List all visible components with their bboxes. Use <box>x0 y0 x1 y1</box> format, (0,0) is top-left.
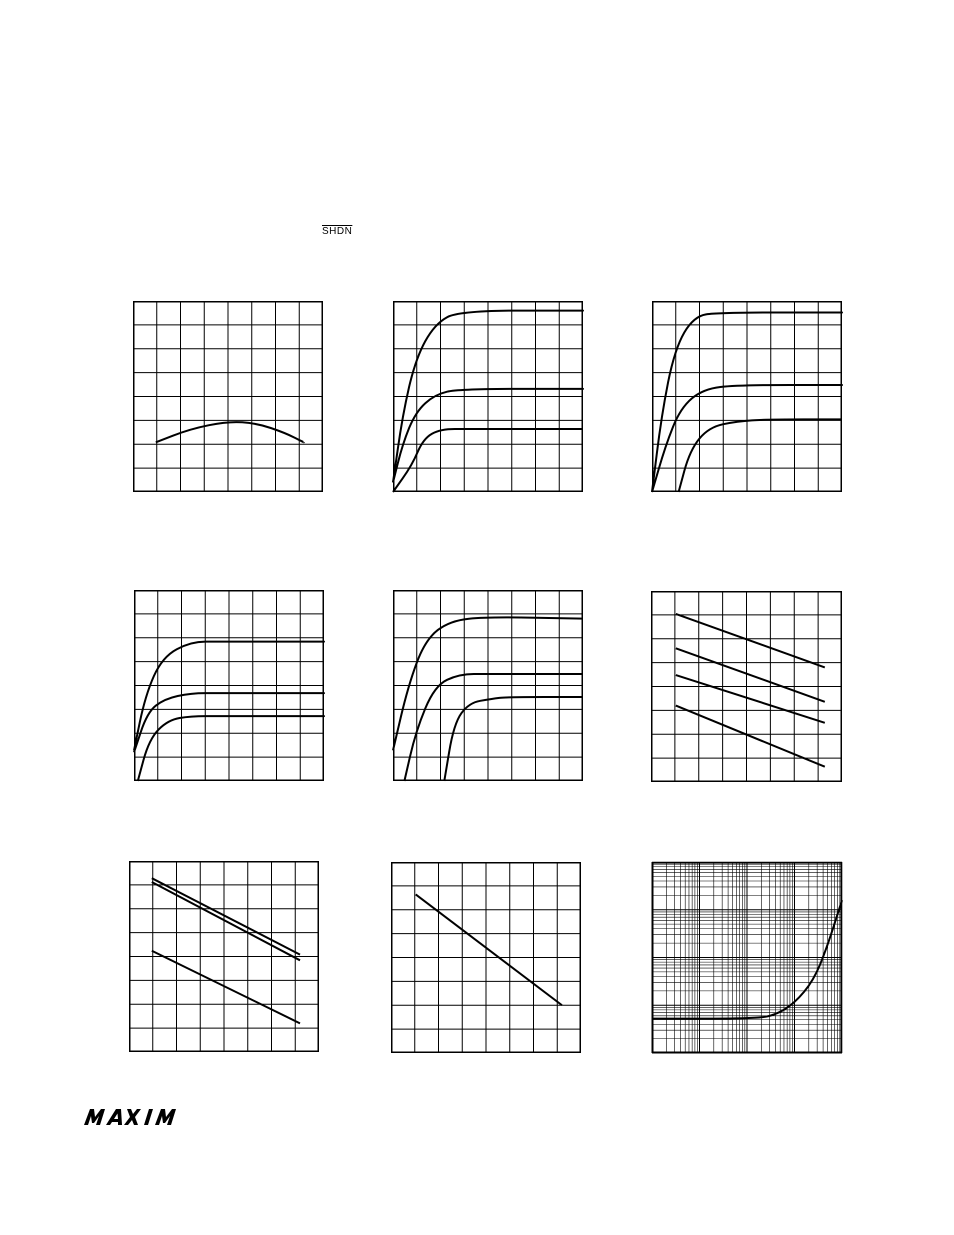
series-line-1 <box>416 894 562 1005</box>
series-line-1 <box>156 422 304 442</box>
chart-4 <box>134 590 324 781</box>
series-line-3 <box>138 716 324 781</box>
chart-6 <box>651 591 842 782</box>
series-line-2 <box>404 674 583 781</box>
series-line-2 <box>152 882 300 960</box>
chart-grid <box>133 301 323 492</box>
series-line-1 <box>152 878 300 954</box>
chart-grid <box>134 590 324 781</box>
series-line-3 <box>679 419 842 492</box>
chart-grid <box>651 591 842 782</box>
chart-2 <box>393 301 583 492</box>
chart-3 <box>652 301 842 492</box>
series-line-2 <box>676 648 825 701</box>
chart-9 <box>652 862 842 1053</box>
shdn-label: SHDN <box>322 226 353 237</box>
chart-8 <box>391 862 581 1053</box>
series-line-1 <box>676 614 825 667</box>
maxim-logo <box>84 1106 192 1133</box>
chart-7 <box>129 861 319 1052</box>
series-line-3 <box>152 951 300 1024</box>
chart-1 <box>133 301 323 492</box>
chart-grid <box>391 862 581 1053</box>
chart-grid <box>652 862 842 1053</box>
chart-5 <box>393 590 583 781</box>
chart-grid <box>393 301 583 492</box>
chart-grid <box>129 861 319 1052</box>
chart-grid <box>652 301 842 492</box>
